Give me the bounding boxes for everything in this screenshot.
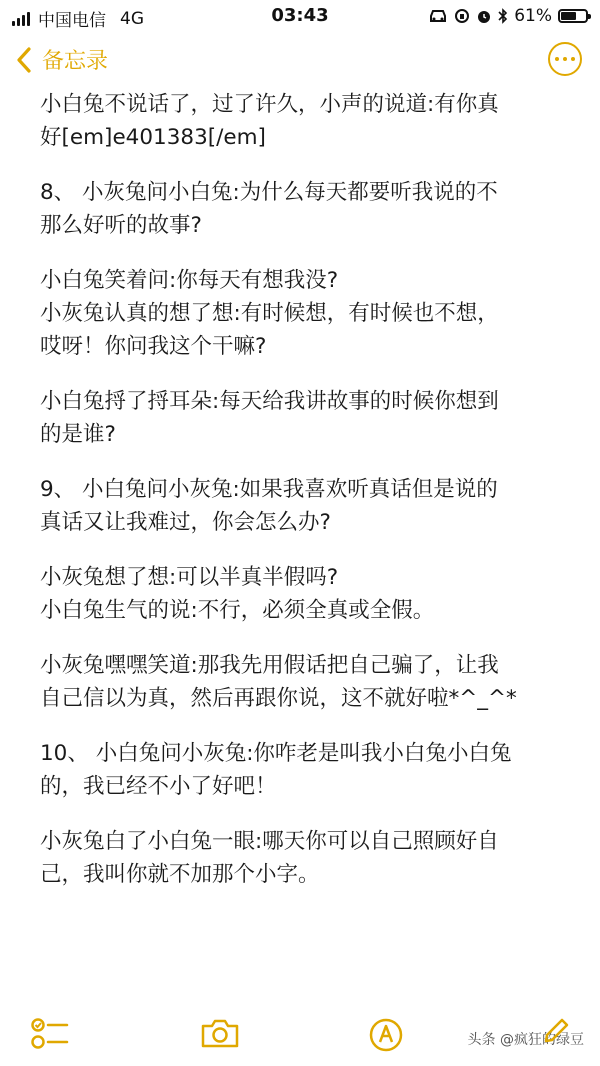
watermark: 头条 @疯狂的绿豆	[467, 1032, 584, 1048]
note-paragraph: 9、 小白兔问小灰兔:如果我喜欢听真话但是说的 真话又让我难过，你会怎么办?	[40, 477, 498, 535]
markup-button[interactable]	[368, 1017, 404, 1057]
note-paragraph: 小白兔不说话了，过了许久，小声的说道:有你真 好[em]e401383[/em]	[40, 92, 499, 150]
battery-percent: 61%	[514, 6, 552, 26]
status-time: 03:43	[271, 5, 329, 26]
back-label: 备忘录	[42, 49, 109, 74]
back-button[interactable]	[16, 44, 108, 75]
bluetooth-icon	[498, 8, 508, 24]
more-dot	[555, 57, 559, 61]
alarm-icon	[476, 8, 492, 24]
chevron-left-icon	[16, 47, 32, 73]
note-paragraph: 8、 小灰兔问小白兔:为什么每天都要听我说的不 那么好听的故事?	[40, 180, 498, 238]
checklist-icon	[30, 1017, 70, 1051]
car-icon	[428, 9, 448, 23]
status-right	[428, 6, 588, 26]
camera-icon	[200, 1017, 240, 1049]
note-paragraph: 小白兔笑着问:你每天有想我没? 小灰兔认真的想了想:有时候想，有时候也不想， 哎呀！你问我这个干嘛?	[40, 268, 499, 359]
network-type: 4G	[120, 8, 144, 29]
compose-button[interactable]	[536, 1017, 570, 1055]
carrier-name: 中国电信	[38, 11, 106, 31]
note-paragraph: 10、 小白兔问小灰兔:你咋老是叫我小白兔小白兔 的，我已经不小了好吧！	[40, 741, 512, 799]
bottom-toolbar	[0, 1005, 600, 1065]
note-paragraph: 小白兔捋了捋耳朵:每天给我讲故事的时候你想到 的是谁?	[40, 389, 499, 447]
orientation-lock-icon	[454, 8, 470, 24]
more-dot	[563, 57, 567, 61]
more-dot	[571, 57, 575, 61]
note-paragraph: 小灰兔嘿嘿笑道:那我先用假话把自己骗了，让我 自己信以为真，然后再跟你说，这不就好啦*^_^*	[40, 653, 517, 711]
markup-icon	[368, 1017, 404, 1053]
battery-level	[561, 12, 576, 20]
note-paragraph: 小灰兔想了想:可以半真半假吗? 小白兔生气的说:不行，必须全真或全假。	[40, 565, 435, 623]
more-options-button[interactable]	[548, 42, 582, 76]
compose-icon	[536, 1017, 570, 1051]
nav-bar	[0, 38, 600, 86]
note-paragraph: 小灰兔白了小白兔一眼:哪天你可以自己照顾好自 己，我叫你就不加那个小字。	[40, 829, 499, 887]
note-body[interactable]	[40, 88, 580, 913]
checklist-button[interactable]	[30, 1017, 70, 1055]
status-bar	[0, 0, 600, 32]
camera-button[interactable]	[200, 1017, 240, 1053]
battery-icon	[558, 9, 588, 23]
